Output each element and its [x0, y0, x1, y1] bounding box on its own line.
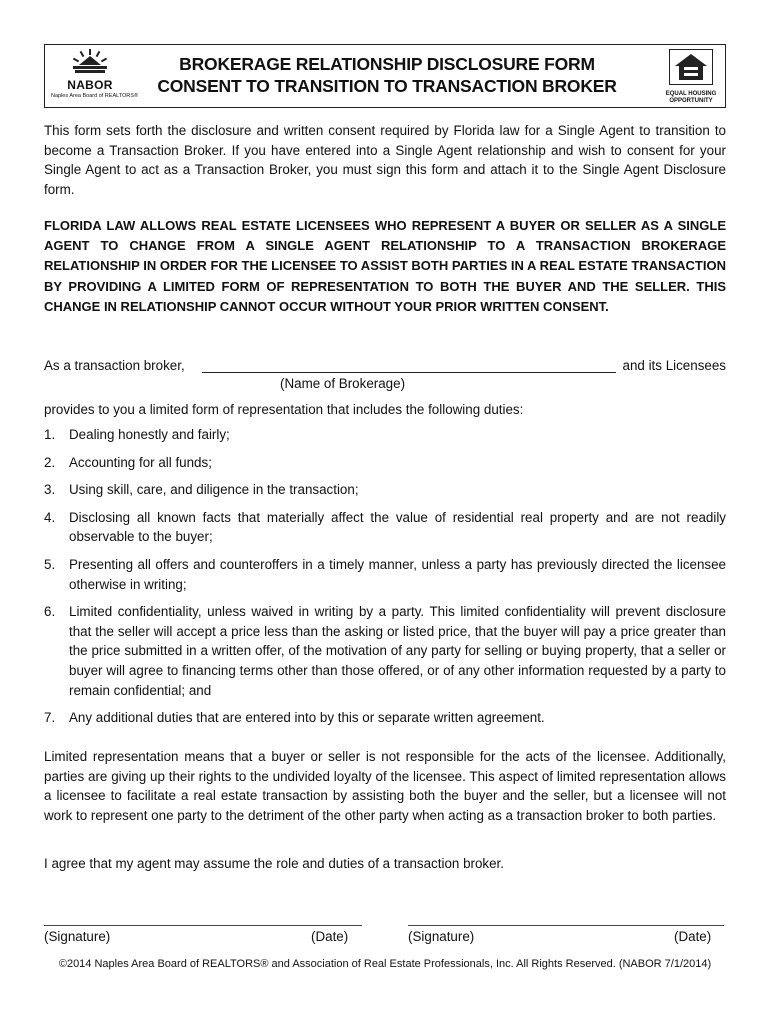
- equal-housing-house-icon: [669, 49, 713, 85]
- intro-paragraph: This form sets forth the disclosure and written consent required by Florida law for a Single Agent to transition to become a Transaction Broker. If you have entered into a Single Agent relationship and wish to consent for your Single Agent to act as a Transaction Broker, you must sign this form and attach it to the Single Agent Disclosure form.: [44, 123, 726, 197]
- nabor-sunburst-icon: [65, 48, 115, 78]
- copyright-footer: ©2014 Naples Area Board of REALTORS® and Association of Real Estate Professionals, Inc. All Rights Reserved. (NABOR 7/1/2014): [58, 958, 712, 970]
- duty-number: 1.: [44, 427, 56, 442]
- limited-representation-paragraph: Limited representation means that a buyer or seller is not responsible for the acts of the licensee. Additionally, parties are giving up their rights to the undivided loyalty of the licensee. This aspect of limited representation allows a licensee to facilitate a real estate transaction by assisting both the buyer and the seller, but a licensee will not work to represent one party to the detriment of the other party when acting as a transaction broker to both parties.: [44, 749, 726, 823]
- duty-number: 7.: [44, 710, 56, 726]
- duty-item: [44, 508, 726, 547]
- duty-text: Using skill, care, and diligence in the transaction;: [69, 482, 359, 498]
- nabor-logo-subtext: Naples Area Board of REALTORS®: [51, 93, 139, 99]
- duty-item: [44, 480, 726, 500]
- duty-number: 5.: [44, 556, 56, 572]
- right-signature-label: (Signature): [408, 929, 475, 944]
- nabor-logo-text: NABOR: [67, 78, 113, 92]
- duty-text: Disclosing all known facts that materially affect the value of residential real property and are not readily observable to the buyer;: [69, 509, 726, 545]
- left-signature-line[interactable]: [44, 925, 362, 926]
- right-signature-line[interactable]: [408, 925, 724, 926]
- equal-housing-line2: OPPORTUNITY: [669, 97, 713, 104]
- duty-number: 3.: [44, 482, 56, 498]
- brokerage-name-field[interactable]: [202, 372, 616, 373]
- duty-item: [44, 425, 726, 445]
- equal-housing-logo: [665, 49, 717, 103]
- left-date-label: (Date): [311, 929, 349, 944]
- duty-item: [44, 602, 726, 700]
- duty-item: [44, 453, 726, 473]
- florida-law-notice: FLORIDA LAW ALLOWS REAL ESTATE LICENSEES WHO REPRESENT A BUYER OR SELLER AS A SINGLE AGENT TO CHANGE FROM A SINGLE AGENT RELATIONSHIP TO A TRANSACTION BROKERAGE RELATIONSHIP IN ORDER FOR THE LICENSEE TO ASSIST BOTH PARTIES IN A REAL ESTATE TRANSACTION BY PROVIDING A LIMITED FORM OF REPRESENTATION TO BOTH THE BUYER AND THE SELLER. THIS CHANGE IN RELATIONSHIP CANNOT OCCUR WITHOUT YOUR PRIOR WRITTEN CONSENT.: [44, 218, 726, 314]
- form-header: [44, 44, 726, 108]
- duty-text: Accounting for all funds;: [69, 454, 212, 470]
- duty-number: 2.: [44, 454, 56, 470]
- duty-text: Any additional duties that are entered into by this or separate written agreement.: [69, 710, 545, 726]
- duty-number: 4.: [44, 509, 56, 525]
- form-title-line2: CONSENT TO TRANSITION TO TRANSACTION BROKER: [157, 76, 617, 96]
- form-title: [137, 53, 637, 97]
- nabor-logo: [51, 48, 139, 106]
- transaction-broker-lead: As a transaction broker,: [44, 358, 185, 373]
- brokerage-name-caption: (Name of Brokerage): [280, 376, 406, 391]
- duty-item: [44, 555, 726, 594]
- right-date-label: (Date): [674, 929, 712, 944]
- duty-number: 6.: [44, 604, 56, 620]
- duty-text: Presenting all offers and counteroffers in a timely manner, unless a party has previously directed the licensee otherwise in writing;: [69, 556, 726, 592]
- duty-item: [44, 708, 726, 728]
- equal-housing-caption: [665, 91, 717, 104]
- equal-housing-line1: EQUAL HOUSING: [665, 91, 717, 97]
- transaction-broker-tail: and its Licensees: [622, 358, 726, 373]
- form-title-line1: BROKERAGE RELATIONSHIP DISCLOSURE FORM: [179, 54, 595, 74]
- agreement-statement: I agree that my agent may assume the role and duties of a transaction broker.: [44, 856, 505, 871]
- duties-intro: provides to you a limited form of representation that includes the following duties:: [44, 402, 524, 417]
- left-signature-label: (Signature): [44, 929, 111, 944]
- duty-text: Dealing honestly and fairly;: [69, 427, 230, 442]
- duty-text: Limited confidentiality, unless waived in writing by a party. This limited confidentiality will prevent disclosure that the seller will accept a price less than the asking or listed price, that the buyer will pay a price greater than the price submitted in a written offer, of the motivation of any party for selling or buying property, that a seller or buyer will agree to financing terms other than those offered, or of any other information requested by a party to remain confidential; and: [69, 604, 726, 698]
- duties-list: [44, 425, 726, 736]
